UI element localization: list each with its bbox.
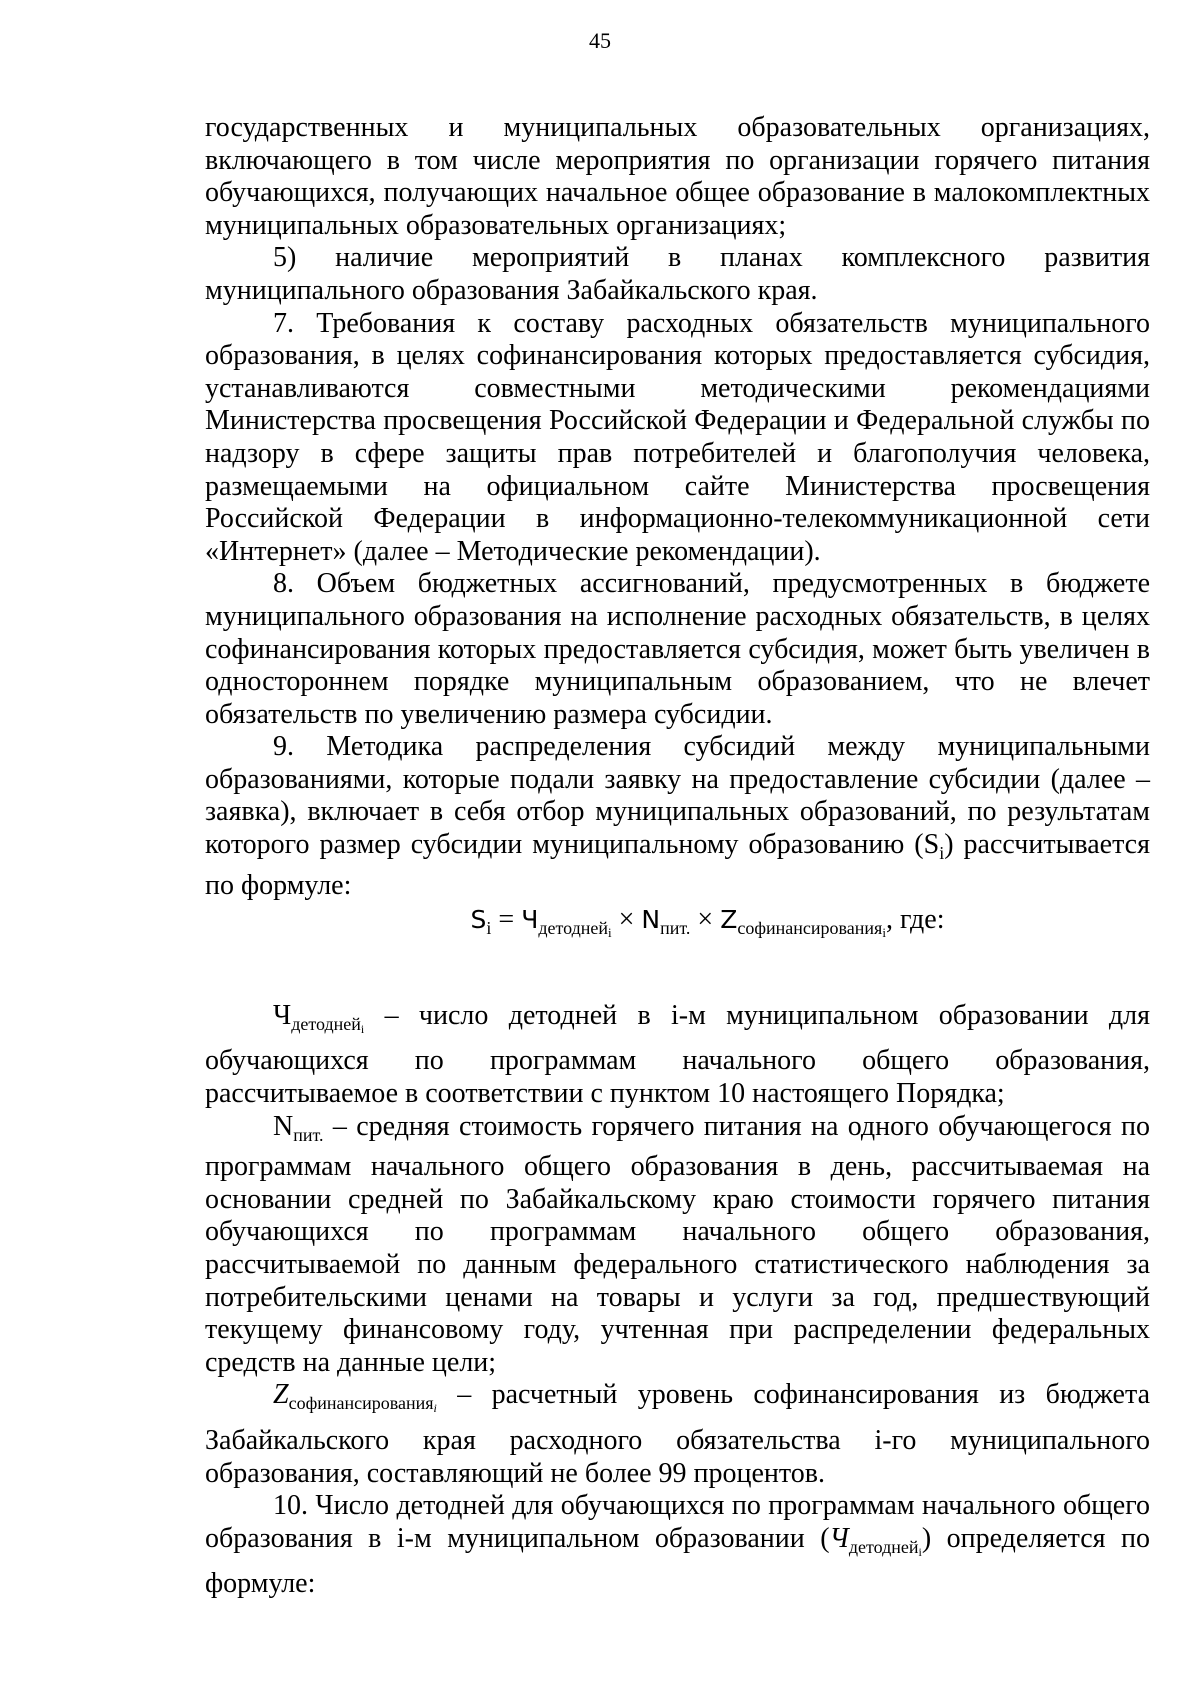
formula-ch-sub-text: детодней [538,918,608,939]
formula-z-subscript [737,918,886,941]
definition-ch-sub-index: i [360,1021,365,1036]
formula-n-subscript: пит. [660,918,691,939]
formula-z: Z [720,905,738,935]
paragraph-10-sub-text: детодней [848,1536,919,1557]
paragraph-9-text-b: ) рассчитывается по формуле: [205,829,1150,901]
definition-ch [205,1000,1150,1111]
definition-z-sub-text: софинансирования [288,1393,434,1414]
formula-ch-sub-index: i [608,925,612,941]
definition-z-symbol: Z [273,1379,289,1411]
formula-ch-subscript [538,918,612,941]
formula-ch: Ч [521,905,539,935]
definition-ch-subscript [291,1014,364,1034]
paragraph-10-text-b: ) определяется по формуле: [205,1522,1150,1600]
paragraph-7: 7. Требования к составу расходных обязательств муниципального образования, в целях софинансирования которых предоставляется субсидия, устанавливаются совместными методическими рекомендациями Министерства просвещения Российской Федерации и Федеральной службы по надзору в сфере защиты прав потребителей и благополучия человека, размещаемыми на официальном сайте Министерства просвещения Российской Федерации в информационно-телекоммуникационной сети «Интернет» (далее – Методические рекомендации). [205,307,1150,567]
formula-times-2: × [690,904,721,936]
paragraph-item-5: 5) наличие мероприятий в планах комплексного развития муниципального образования Забайкальского края. [205,242,1150,306]
formula-z-sub-index: i [882,925,886,941]
formula-times-1: × [611,904,642,936]
definition-ch-sub-text: детодней [291,1013,361,1034]
formula-n: N [641,905,661,935]
paragraph-10-symbol: Ч [829,1522,849,1554]
definition-ch-symbol: Ч [273,999,292,1031]
paragraph-10-sub-index: i [918,1544,922,1559]
definition-z-subscript [288,1393,437,1416]
paragraph-9 [205,731,1150,902]
paragraph-10-text-a: 10. Число детодней для обучающихся по программам начального общего образования в i-м муниципальном образовании ( [205,1490,1150,1554]
definition-n-subscript: пит. [293,1124,324,1145]
paragraph-9-subscript: i [939,843,945,864]
definition-z [205,1379,1150,1490]
paragraph-9-text-a: 9. Методика распределения субсидий между муниципальными образованиями, которые подали заявку на предоставление субсидии (далее – заявка), включает в себя отбор муниципальных образований, по результатам которого размер субсидии муниципальному образованию (S [205,731,1150,861]
paragraph-10-subscript [849,1537,922,1557]
formula-s-index: i [486,918,492,939]
definition-z-sub-index: i [433,1401,437,1416]
definition-n-symbol: N [273,1110,294,1142]
subsidy-formula [205,904,1150,950]
definition-n [205,1111,1150,1380]
document-body [205,112,1150,1601]
definition-ch-text: – число детодней в i-м муниципальном образовании для обучающихся по программам начального общего образования, рассчитываемое в соответствии с пунктом 10 настоящего Порядка; [205,999,1150,1110]
paragraph-continuation: государственных и муниципальных образовательных организациях, включающего в том числе мероприятия по организации горячего питания обучающихся, получающих начальное общее образование в малокомплектных муниципальных образовательных организациях; [205,112,1150,241]
formula-tail: , где: [885,904,945,936]
formula-s: S [470,905,487,935]
paragraph-8: 8. Объем бюджетных ассигнований, предусмотренных в бюджете муниципального образования на исполнение расходных обязательств, в целях софинансирования которых предоставляется субсидия, может быть увеличен в одностороннем порядке муниципальным образованием, что не влечет обязательств по увеличению размера субсидии. [205,568,1150,730]
page-number: 45 [589,28,611,53]
paragraph-10 [205,1490,1150,1601]
definition-z-text: – расчетный уровень софинансирования из бюджета Забайкальского края расходного обязательства i-го муниципального образования, составляющий не более 99 процентов. [205,1379,1150,1489]
definition-n-text: – средняя стоимость горячего питания на одного обучающегося по программам начального общего образования в день, рассчитываемая на основании средней по Забайкальскому краю стоимости горячего питания обучающихся по программам начального общего образования, рассчитываемой по данным федерального статистического наблюдения за потребительскими ценами на товары и услуги за год, предшествующий текущему финансовому году, учтенная при распределении федеральных средств на данные цели; [205,1110,1150,1378]
formula-z-sub-text: софинансирования [737,918,883,939]
formula-equals: = [491,904,522,936]
